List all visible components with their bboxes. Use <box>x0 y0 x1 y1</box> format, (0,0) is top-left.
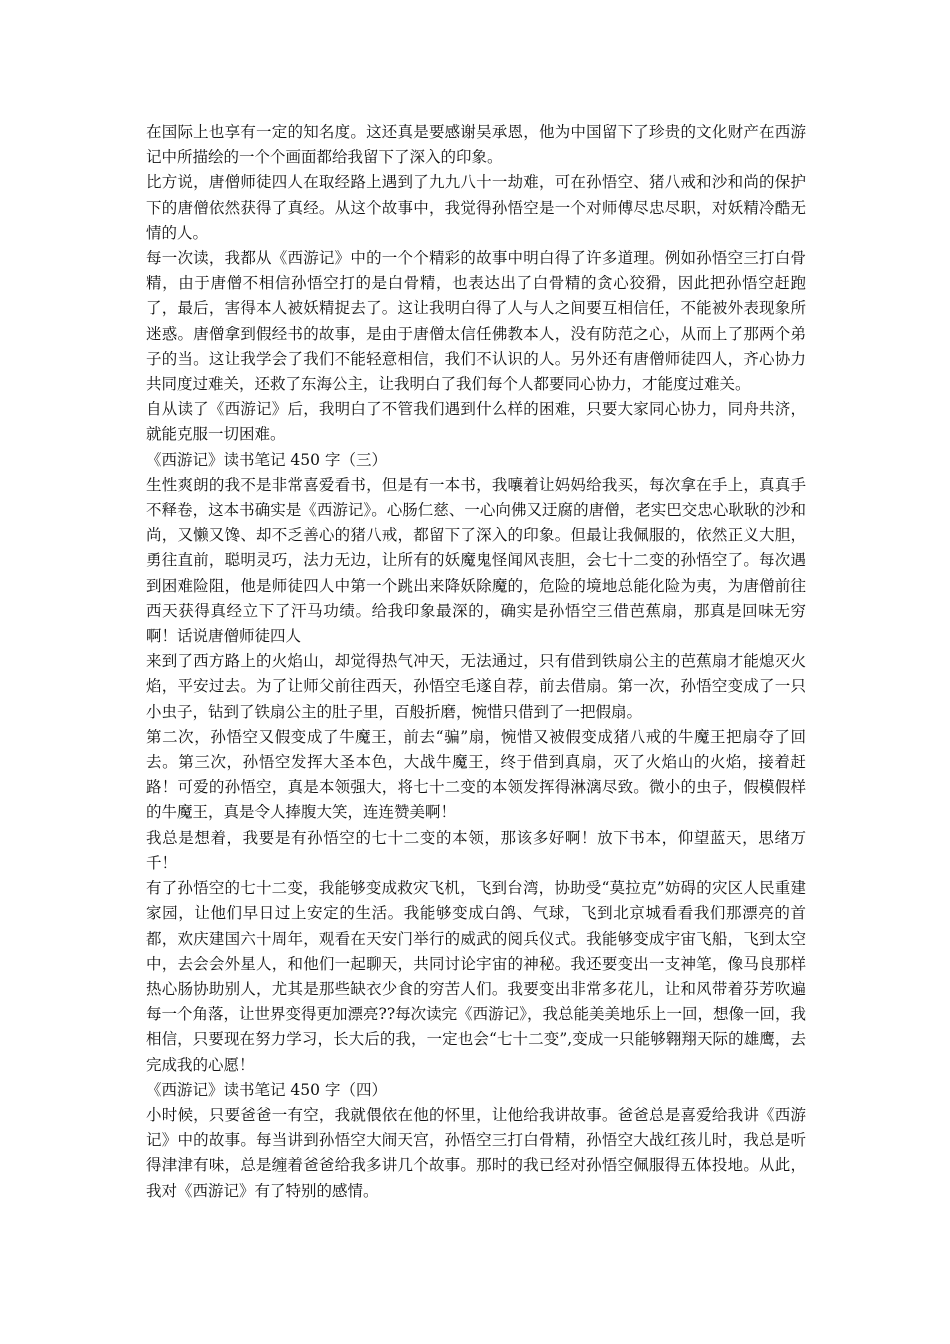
paragraph-conclusion: 自从读了《西游记》后，我明白了不管我们遇到什么样的困难，只要大家同心协力，同舟共济，就能克服一切困难。 <box>146 400 806 444</box>
paragraph-favorite-book: 生性爽朗的我不是非常喜爱看书，但是有一本书，我嚷着让妈妈给我买，每次拿在手上，真真手不释卷，这本书确实是《西游记》。心肠仁慈、一心向佛又迂腐的唐僧，老实巴交忠心耿耿的沙和尚，又懒又馋、却不乏善心的猪八戒，都留下了深入的印象。但最让我佩服的，依然正义大胆，勇往直前，聪明灵巧，法力无边，让所有的妖魔鬼怪闻风丧胆，会七十二变的孙悟空了。每次遇到困难险阻，他是师徒四人中第一个跳出来降妖除魔的，危险的境地总能化险为夷，为唐僧前往西天获得真经立下了汗马功绩。给我印象最深的，确实是孙悟空三借芭蕉扇，那真是回味无穷啊！话说唐僧师徒四人 <box>146 475 806 646</box>
paragraph-childhood: 小时候，只要爸爸一有空，我就偎依在他的怀里，让他给我讲故事。爸爸总是喜爱给我讲《西游记》中的故事。每当讲到孙悟空大闹天宫，孙悟空三打白骨精，孙悟空大战红孩儿时，我总是听得津津有味，总是缠着爸爸给我多讲几个故事。那时的我已经对孙悟空佩服得五体投地。从此，我对《西游记》有了特别的感情。 <box>146 1105 806 1200</box>
paragraph-second-attempt: 第二次，孙悟空又假变成了牛魔王，前去“骗”扇，惋惜又被假变成猪八戒的牛魔王把扇夺了回去。第三次，孙悟空发挥大圣本色，大战牛魔王，终于借到真扇，灭了火焰山的火焰，接着赶路！可爱的孙悟空，真是本领强大，将七十二变的本领发挥得淋漓尽致。微小的虫子，假模假样的牛魔王，真是令人捧腹大笑，连连赞美啊！ <box>146 727 806 822</box>
paragraph-wish: 我总是想着，我要是有孙悟空的七十二变的本领，那该多好啊！放下书本，仰望蓝天，思绪万千！ <box>146 828 806 872</box>
paragraph-transformations: 有了孙悟空的七十二变，我能够变成救灾飞机，飞到台湾，协助受“莫拉克”妨碍的灾区人民重建家园，让他们早日过上安定的生活。我能够变成白鸽、气球，飞到北京城看看我们那漂亮的首都，欢庆建国六十周年，观看在天安门举行的威武的阅兵仪式。我能够变成宇宙飞船，飞到太空中，去会会外星人，和他们一起聊天，共同讨论宇宙的神秘。我还要变出一支神笔，像马良那样热心肠协助别人，尤其是那些缺衣少食的穷苦人们。我要变出非常多花儿，让和风带着芬芳吹遍每一个角落，让世界变得更加漂亮??每次读完《西游记》，我总能美美地乐上一回，想像一回，我相信，只要现在努力学习，长大后的我，一定也会“七十二变”,变成一只能够翱翔天际的雄鹰，去完成我的心愿！ <box>146 879 806 1074</box>
section-heading-three: 《西游记》读书笔记 450 字（三） <box>146 450 387 469</box>
paragraph-intro-continued: 在国际上也享有一定的知名度。这还真是要感谢吴承恩，他为中国留下了珍贵的文化财产在西游记中所描绘的一个个画面都给我留下了深入的印象。 <box>146 123 806 167</box>
paragraph-lessons: 每一次读，我都从《西游记》中的一个个精彩的故事中明白得了许多道理。例如孙悟空三打白骨精，由于唐僧不相信孙悟空打的是白骨精，也表达出了白骨精的贪心狡猾，因此把孙悟空赶跑了，最后，害得本人被妖精捉去了。这让我明白得了人与人之间要互相信任，不能被外表现象所迷惑。唐僧拿到假经书的故事，是由于唐僧太信任佛教本人，没有防范之心，从而上了那两个弟子的当。这让我学会了我们不能轻意相信，我们不认识的人。另外还有唐僧师徒四人，齐心协力共同度过难关，还救了东海公主，让我明白了我们每个人都要同心协力，才能度过难关。 <box>146 249 806 394</box>
document-body <box>146 120 806 1204</box>
paragraph-example-journey: 比方说，唐僧师徒四人在取经路上遇到了九九八十一劫难，可在孙悟空、猪八戒和沙和尚的保护下的唐僧依然获得了真经。从这个故事中，我觉得孙悟空是一个对师傅尽忠尽职，对妖精冷酷无情的人。 <box>146 173 806 242</box>
section-heading-four: 《西游记》读书笔记 450 字（四） <box>146 1080 387 1099</box>
paragraph-flame-mountain: 来到了西方路上的火焰山，却觉得热气冲天，无法通过，只有借到铁扇公主的芭蕉扇才能熄灭火焰，平安过去。为了让师父前往西天，孙悟空毛遂自荐，前去借扇。第一次，孙悟空变成了一只小虫子，钻到了铁扇公主的肚子里，百般折磨，惋惜只借到了一把假扇。 <box>146 652 806 721</box>
